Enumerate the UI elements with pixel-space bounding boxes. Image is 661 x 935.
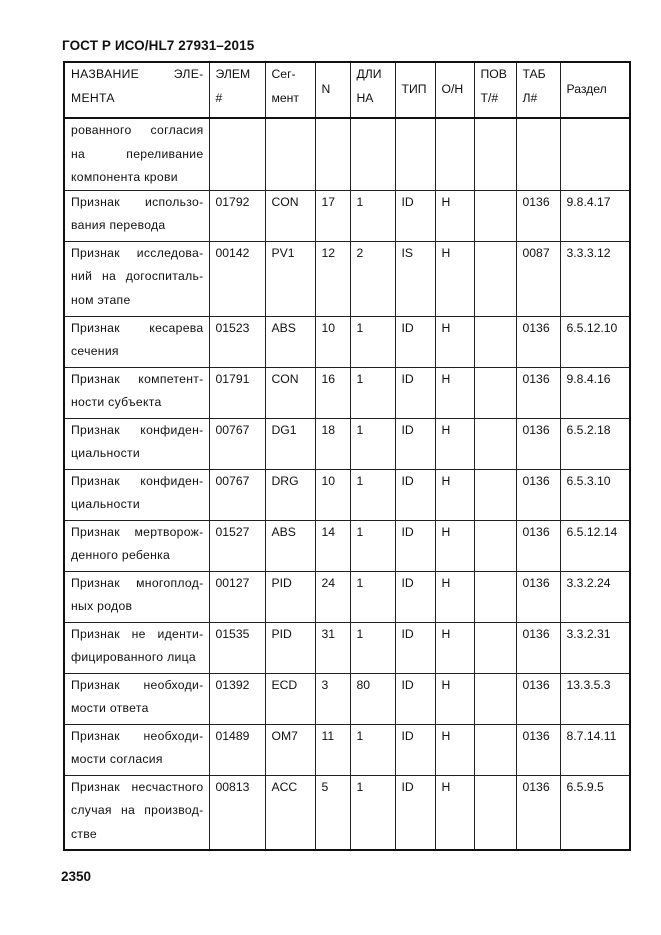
element-name-line: компонента крови bbox=[71, 170, 178, 184]
segment-cell: PID bbox=[265, 622, 315, 673]
column-header-name bbox=[64, 62, 209, 118]
table-num-cell: 0136 bbox=[516, 622, 560, 673]
on-cell: Н bbox=[435, 367, 474, 418]
elem-cell: 01527 bbox=[209, 520, 265, 571]
element-name-cell bbox=[64, 520, 209, 571]
element-name-line: сечения bbox=[71, 344, 119, 358]
element-name-cell bbox=[64, 118, 209, 190]
length-cell: 1 bbox=[350, 367, 395, 418]
table-num-cell: 0136 bbox=[516, 724, 560, 775]
page-number: 2350 bbox=[61, 869, 92, 884]
elem-cell: 00142 bbox=[209, 241, 265, 316]
length-cell: 2 bbox=[350, 241, 395, 316]
column-header-segment: Сег- мент bbox=[265, 62, 315, 118]
column-header-on: О/Н bbox=[435, 62, 474, 118]
element-name-line: Признак исследова- bbox=[71, 245, 204, 260]
element-name-cell bbox=[64, 316, 209, 367]
element-name-line: ности субъекта bbox=[71, 395, 162, 409]
element-name-line: Признак необходи- bbox=[71, 728, 204, 743]
table-header-row bbox=[64, 62, 630, 118]
table-row bbox=[64, 241, 630, 316]
length-cell: 1 bbox=[350, 520, 395, 571]
length-cell: 1 bbox=[350, 622, 395, 673]
elem-cell: 01535 bbox=[209, 622, 265, 673]
length-cell: 1 bbox=[350, 775, 395, 850]
table-num-cell bbox=[516, 118, 560, 190]
element-name-line: мости ответа bbox=[71, 701, 149, 715]
type-cell: ID bbox=[395, 316, 435, 367]
n-cell: 16 bbox=[315, 367, 350, 418]
elem-cell: 01489 bbox=[209, 724, 265, 775]
table-num-cell: 0136 bbox=[516, 520, 560, 571]
elem-cell: 00127 bbox=[209, 571, 265, 622]
element-name-cell bbox=[64, 190, 209, 241]
element-name-cell bbox=[64, 469, 209, 520]
n-cell: 11 bbox=[315, 724, 350, 775]
on-cell: Н bbox=[435, 520, 474, 571]
column-header-name-line2: МЕНТА bbox=[71, 90, 115, 105]
type-cell: IS bbox=[395, 241, 435, 316]
column-header-elem: ЭЛЕМ # bbox=[209, 62, 265, 118]
elem-cell: 00813 bbox=[209, 775, 265, 850]
type-cell bbox=[395, 118, 435, 190]
element-name-line: Признак необходи- bbox=[71, 677, 204, 692]
n-cell: 17 bbox=[315, 190, 350, 241]
n-cell: 3 bbox=[315, 673, 350, 724]
on-cell: Н bbox=[435, 724, 474, 775]
segment-cell: PID bbox=[265, 571, 315, 622]
section-cell: 6.5.12.14 bbox=[560, 520, 630, 571]
element-name-line: Признак мертворож- bbox=[71, 524, 204, 539]
length-cell: 1 bbox=[350, 418, 395, 469]
table-row bbox=[64, 418, 630, 469]
table-num-cell: 0087 bbox=[516, 241, 560, 316]
rep-cell bbox=[474, 118, 516, 190]
elem-cell: 00767 bbox=[209, 418, 265, 469]
element-name-line: Признак многоплод- bbox=[71, 575, 204, 590]
n-cell: 10 bbox=[315, 316, 350, 367]
section-cell: 6.5.2.18 bbox=[560, 418, 630, 469]
segment-cell: ECD bbox=[265, 673, 315, 724]
section-cell: 6.5.9.5 bbox=[560, 775, 630, 850]
elem-cell: 01392 bbox=[209, 673, 265, 724]
column-header-n: N bbox=[315, 62, 350, 118]
element-name-cell bbox=[64, 418, 209, 469]
section-cell: 6.5.12.10 bbox=[560, 316, 630, 367]
element-name-line: фицированного лица bbox=[71, 650, 196, 664]
length-cell: 1 bbox=[350, 571, 395, 622]
column-header-table: ТАБ Л# bbox=[516, 62, 560, 118]
type-cell: ID bbox=[395, 367, 435, 418]
type-cell: ID bbox=[395, 418, 435, 469]
element-name-cell bbox=[64, 241, 209, 316]
segment-cell: ACC bbox=[265, 775, 315, 850]
table-row bbox=[64, 469, 630, 520]
element-name-line: Признак конфиден- bbox=[71, 473, 204, 488]
on-cell: Н bbox=[435, 775, 474, 850]
element-name-line: мости согласия bbox=[71, 752, 163, 766]
type-cell: ID bbox=[395, 724, 435, 775]
table-row bbox=[64, 775, 630, 850]
segment-cell: CON bbox=[265, 367, 315, 418]
on-cell bbox=[435, 118, 474, 190]
table-num-cell: 0136 bbox=[516, 190, 560, 241]
elem-cell bbox=[209, 118, 265, 190]
element-name-line: циальности bbox=[71, 497, 141, 511]
section-cell: 6.5.3.10 bbox=[560, 469, 630, 520]
table-num-cell: 0136 bbox=[516, 367, 560, 418]
n-cell: 12 bbox=[315, 241, 350, 316]
segment-cell: DG1 bbox=[265, 418, 315, 469]
n-cell: 10 bbox=[315, 469, 350, 520]
element-name-line: вания перевода bbox=[71, 218, 166, 232]
table-row bbox=[64, 622, 630, 673]
table-row bbox=[64, 367, 630, 418]
n-cell: 14 bbox=[315, 520, 350, 571]
element-name-cell bbox=[64, 622, 209, 673]
element-name-line: ний на догоспиталь- bbox=[71, 269, 204, 283]
elem-cell: 01523 bbox=[209, 316, 265, 367]
segment-cell: ABS bbox=[265, 316, 315, 367]
rep-cell bbox=[474, 622, 516, 673]
type-cell: ID bbox=[395, 190, 435, 241]
table-row bbox=[64, 118, 630, 190]
column-header-length: ДЛИ НА bbox=[350, 62, 395, 118]
table-num-cell: 0136 bbox=[516, 469, 560, 520]
segment-cell: ABS bbox=[265, 520, 315, 571]
n-cell: 5 bbox=[315, 775, 350, 850]
rep-cell bbox=[474, 775, 516, 850]
column-header-name-line1b: ЭЛЕ- bbox=[173, 67, 204, 81]
element-name-line: Признак кесарева bbox=[71, 320, 204, 335]
elem-cell: 01792 bbox=[209, 190, 265, 241]
n-cell: 31 bbox=[315, 622, 350, 673]
element-name-line: Признак конфиден- bbox=[71, 422, 204, 437]
rep-cell bbox=[474, 673, 516, 724]
type-cell: ID bbox=[395, 775, 435, 850]
element-name-cell bbox=[64, 571, 209, 622]
rep-cell bbox=[474, 469, 516, 520]
elements-table bbox=[63, 61, 631, 851]
column-header-type: ТИП bbox=[395, 62, 435, 118]
length-cell: 1 bbox=[350, 469, 395, 520]
type-cell: ID bbox=[395, 469, 435, 520]
rep-cell bbox=[474, 418, 516, 469]
element-name-line: Признак несчастного bbox=[71, 779, 204, 794]
n-cell: 24 bbox=[315, 571, 350, 622]
length-cell bbox=[350, 118, 395, 190]
section-cell: 8.7.14.11 bbox=[560, 724, 630, 775]
element-name-line: ных родов bbox=[71, 599, 133, 613]
segment-cell bbox=[265, 118, 315, 190]
section-cell: 3.3.3.12 bbox=[560, 241, 630, 316]
column-header-rep: ПОВ Т/# bbox=[474, 62, 516, 118]
element-name-line: Признак компетент- bbox=[71, 371, 204, 386]
table-row bbox=[64, 571, 630, 622]
on-cell: Н bbox=[435, 241, 474, 316]
element-name-line: Признак не иденти- bbox=[71, 626, 204, 641]
table-body bbox=[64, 118, 630, 850]
element-name-cell bbox=[64, 775, 209, 850]
type-cell: ID bbox=[395, 622, 435, 673]
on-cell: Н bbox=[435, 190, 474, 241]
type-cell: ID bbox=[395, 520, 435, 571]
element-name-line: случая на производ- bbox=[71, 803, 204, 817]
element-name-line: циальности bbox=[71, 446, 141, 460]
table-row bbox=[64, 520, 630, 571]
n-cell bbox=[315, 118, 350, 190]
column-header-name-line1a: НАЗВАНИЕ bbox=[71, 67, 140, 81]
element-name-line: рованного согласия bbox=[71, 123, 204, 137]
section-cell: 3.3.2.24 bbox=[560, 571, 630, 622]
element-name-line: стве bbox=[71, 826, 97, 841]
element-name-line: Признак использо- bbox=[71, 194, 204, 209]
rep-cell bbox=[474, 367, 516, 418]
rep-cell bbox=[474, 190, 516, 241]
n-cell: 18 bbox=[315, 418, 350, 469]
section-cell: 9.8.4.16 bbox=[560, 367, 630, 418]
element-name-line: на переливание bbox=[71, 146, 204, 161]
table-row bbox=[64, 724, 630, 775]
type-cell: ID bbox=[395, 571, 435, 622]
segment-cell: OM7 bbox=[265, 724, 315, 775]
table-row bbox=[64, 190, 630, 241]
element-name-cell bbox=[64, 367, 209, 418]
on-cell: Н bbox=[435, 571, 474, 622]
column-header-section: Раздел bbox=[560, 62, 630, 118]
table-num-cell: 0136 bbox=[516, 571, 560, 622]
table-row bbox=[64, 673, 630, 724]
type-cell: ID bbox=[395, 673, 435, 724]
length-cell: 1 bbox=[350, 316, 395, 367]
rep-cell bbox=[474, 316, 516, 367]
table-num-cell: 0136 bbox=[516, 316, 560, 367]
element-name-cell bbox=[64, 724, 209, 775]
segment-cell: DRG bbox=[265, 469, 315, 520]
section-cell: 9.8.4.17 bbox=[560, 190, 630, 241]
segment-cell: PV1 bbox=[265, 241, 315, 316]
element-name-cell bbox=[64, 673, 209, 724]
segment-cell: CON bbox=[265, 190, 315, 241]
table-row bbox=[64, 316, 630, 367]
element-name-line: ном этапе bbox=[71, 292, 131, 307]
rep-cell bbox=[474, 520, 516, 571]
rep-cell bbox=[474, 571, 516, 622]
elem-cell: 01791 bbox=[209, 367, 265, 418]
document-header: ГОСТ Р ИСО/HL7 27931–2015 bbox=[62, 38, 255, 53]
element-name-line: денного ребенка bbox=[71, 548, 171, 562]
section-cell: 13.3.5.3 bbox=[560, 673, 630, 724]
on-cell: Н bbox=[435, 418, 474, 469]
table-num-cell: 0136 bbox=[516, 775, 560, 850]
on-cell: Н bbox=[435, 316, 474, 367]
on-cell: Н bbox=[435, 622, 474, 673]
section-cell bbox=[560, 118, 630, 190]
elem-cell: 00767 bbox=[209, 469, 265, 520]
rep-cell bbox=[474, 724, 516, 775]
section-cell: 3.3.2.31 bbox=[560, 622, 630, 673]
on-cell: Н bbox=[435, 673, 474, 724]
table-num-cell: 0136 bbox=[516, 673, 560, 724]
length-cell: 1 bbox=[350, 190, 395, 241]
rep-cell bbox=[474, 241, 516, 316]
length-cell: 80 bbox=[350, 673, 395, 724]
length-cell: 1 bbox=[350, 724, 395, 775]
table-num-cell: 0136 bbox=[516, 418, 560, 469]
on-cell: Н bbox=[435, 469, 474, 520]
